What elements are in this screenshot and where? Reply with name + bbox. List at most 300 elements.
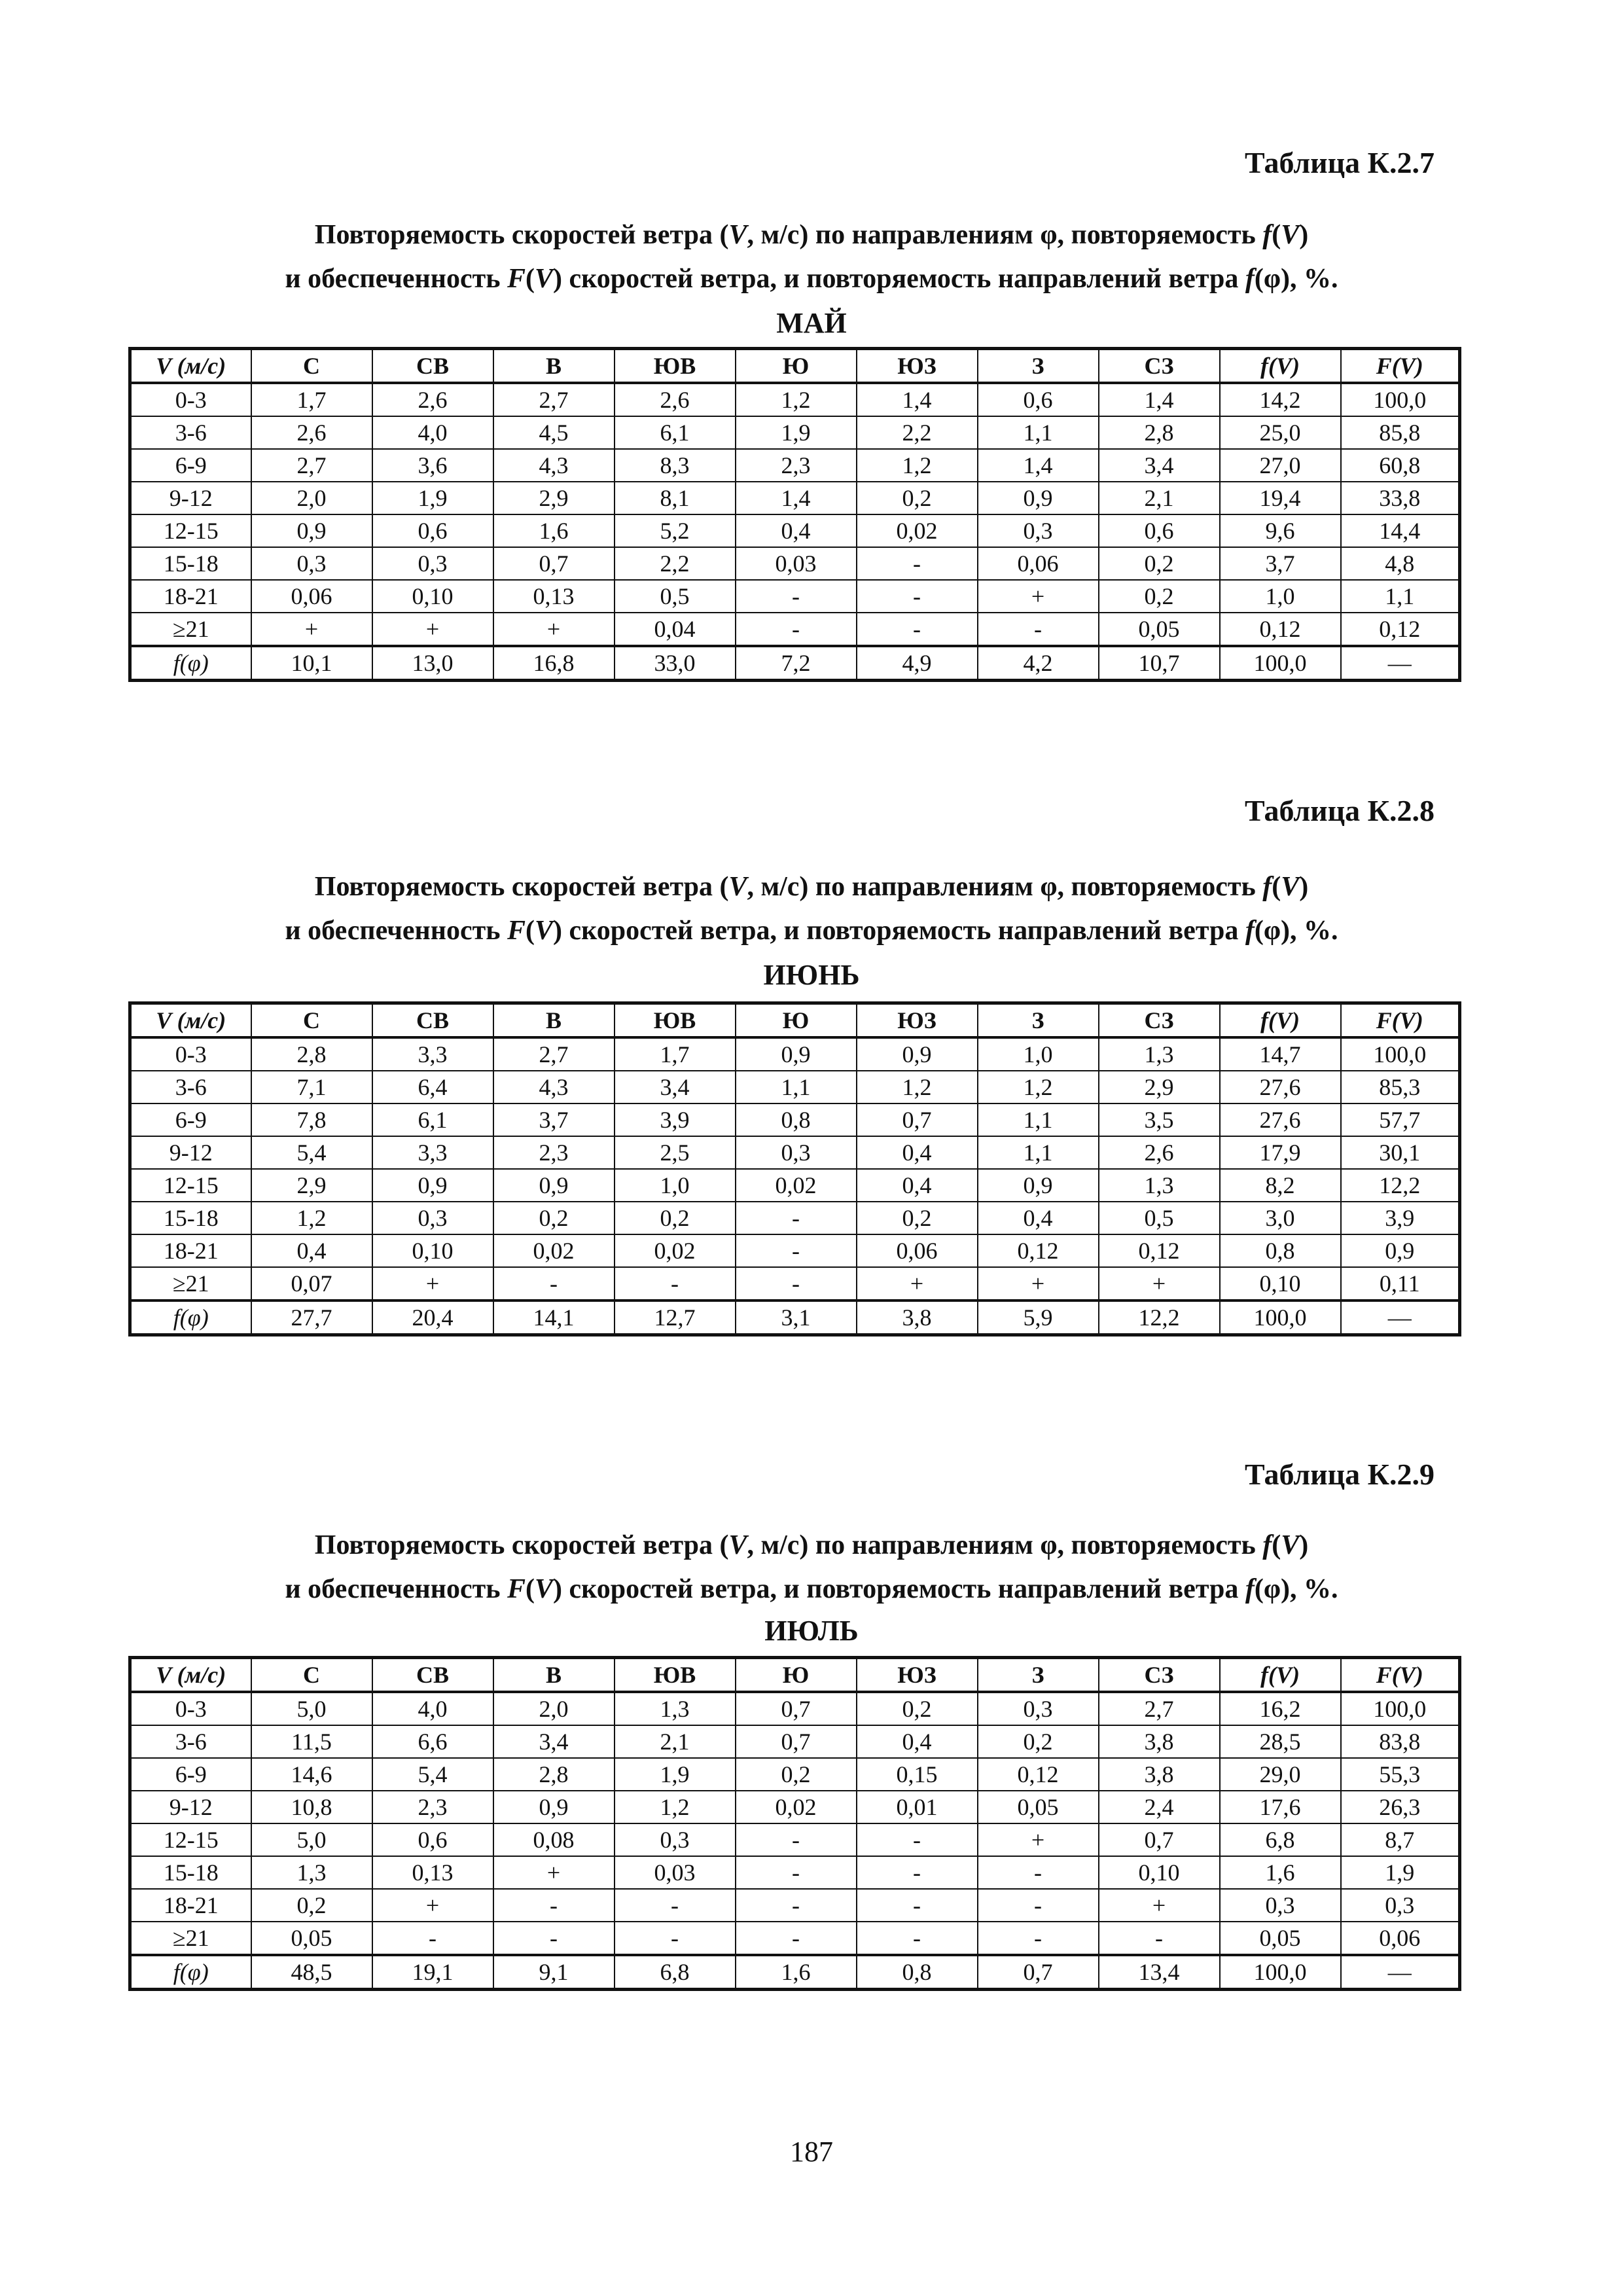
table-cell: 10,1 xyxy=(251,646,372,681)
table-cell: 3,9 xyxy=(615,1103,736,1136)
table-caption xyxy=(0,865,1623,953)
row-label: 18-21 xyxy=(130,580,251,613)
row-label: 9-12 xyxy=(130,1791,251,1823)
table-cell: 0,7 xyxy=(978,1955,1099,1990)
header-cell: З xyxy=(978,1658,1099,1693)
table-cell: - xyxy=(736,1823,857,1856)
table-cell: 0,2 xyxy=(736,1758,857,1791)
footer-row xyxy=(130,1955,1460,1990)
table-cell: 0,7 xyxy=(857,1103,978,1136)
table-cell: 1,1 xyxy=(978,416,1099,449)
table-cell: 9,1 xyxy=(493,1955,615,1990)
table-cell: 0,7 xyxy=(736,1692,857,1725)
table-cell: + xyxy=(251,613,372,646)
row-label: 15-18 xyxy=(130,1856,251,1889)
table-cell: 7,1 xyxy=(251,1071,372,1103)
table-cell: 0,05 xyxy=(251,1922,372,1955)
table-cell: 4,2 xyxy=(978,646,1099,681)
table-cell: 2,6 xyxy=(1099,1136,1220,1169)
row-label: 0-3 xyxy=(130,1037,251,1071)
table-row xyxy=(130,1922,1460,1955)
table-cell: 3,3 xyxy=(372,1136,493,1169)
table-cell: 0,3 xyxy=(1341,1889,1460,1922)
table-cell: 0,10 xyxy=(372,1234,493,1267)
table-cell: + xyxy=(372,1889,493,1922)
table-cell: 12,2 xyxy=(1099,1300,1220,1335)
table-cell: 0,05 xyxy=(978,1791,1099,1823)
table-cell: + xyxy=(493,1856,615,1889)
table-cell: 0,6 xyxy=(372,1823,493,1856)
table-cell: 2,4 xyxy=(1099,1791,1220,1823)
table-cell: - xyxy=(493,1889,615,1922)
table-cell: 0,6 xyxy=(978,383,1099,416)
table-cell: 0,10 xyxy=(1099,1856,1220,1889)
table-cell: 0,4 xyxy=(736,514,857,547)
caption-line-1: Повторяемость скоростей ветра (V, м/с) по направлениям φ, повторяемость f(V) xyxy=(314,1530,1309,1560)
table-cell: 20,4 xyxy=(372,1300,493,1335)
header-cell: С xyxy=(251,1658,372,1693)
table-cell: - xyxy=(857,1889,978,1922)
table-cell: 0,5 xyxy=(615,580,736,613)
table-row xyxy=(130,547,1460,580)
table-cell: 1,4 xyxy=(857,383,978,416)
table-cell: 0,02 xyxy=(736,1169,857,1202)
table-cell: 6,8 xyxy=(615,1955,736,1990)
table-row xyxy=(130,1823,1460,1856)
table-cell: 1,7 xyxy=(615,1037,736,1071)
table-cell: 0,4 xyxy=(857,1169,978,1202)
table-cell: 1,2 xyxy=(736,383,857,416)
table-cell: 0,2 xyxy=(1099,547,1220,580)
table-cell: 0,9 xyxy=(493,1791,615,1823)
table-cell: 1,9 xyxy=(372,482,493,514)
table-cell: 0,10 xyxy=(1220,1267,1341,1300)
table-cell: 33,0 xyxy=(615,646,736,681)
table-cell: - xyxy=(736,1267,857,1300)
table-cell: — xyxy=(1341,1300,1460,1335)
table-cell: — xyxy=(1341,646,1460,681)
table-cell: 0,4 xyxy=(978,1202,1099,1234)
table-cell: 3,4 xyxy=(493,1725,615,1758)
row-label: 15-18 xyxy=(130,1202,251,1234)
table-cell: 1,3 xyxy=(615,1692,736,1725)
table-cell: - xyxy=(857,613,978,646)
header-cell: Ю xyxy=(736,1003,857,1038)
table-cell: 0,3 xyxy=(1220,1889,1341,1922)
table-cell: 11,5 xyxy=(251,1725,372,1758)
table-cell: 1,4 xyxy=(978,449,1099,482)
table-cell: 1,1 xyxy=(978,1136,1099,1169)
table-cell: 0,4 xyxy=(857,1725,978,1758)
table-cell: 6,4 xyxy=(372,1071,493,1103)
table-cell: 0,13 xyxy=(372,1856,493,1889)
table-cell: 100,0 xyxy=(1341,1037,1460,1071)
table-cell: 27,0 xyxy=(1220,449,1341,482)
table-cell: 2,3 xyxy=(372,1791,493,1823)
table-cell: 2,3 xyxy=(736,449,857,482)
table-cell: - xyxy=(857,580,978,613)
wind-table xyxy=(128,1001,1461,1336)
table-row xyxy=(130,514,1460,547)
table-number: Таблица К.2.8 xyxy=(1244,794,1435,827)
table-cell: 2,6 xyxy=(615,383,736,416)
table-cell: 0,4 xyxy=(251,1234,372,1267)
table-cell: 3,8 xyxy=(857,1300,978,1335)
table-cell: + xyxy=(1099,1267,1220,1300)
table-cell: 0,6 xyxy=(372,514,493,547)
table-cell: 0,9 xyxy=(736,1037,857,1071)
table-cell: 27,6 xyxy=(1220,1103,1341,1136)
table-cell: 17,9 xyxy=(1220,1136,1341,1169)
table-cell: - xyxy=(615,1267,736,1300)
table-cell: 4,3 xyxy=(493,449,615,482)
row-label: 6-9 xyxy=(130,1758,251,1791)
table-cell: 5,9 xyxy=(978,1300,1099,1335)
table-cell: 0,06 xyxy=(251,580,372,613)
header-cell: З xyxy=(978,349,1099,384)
table-cell: 0,05 xyxy=(1099,613,1220,646)
table-cell: 1,3 xyxy=(1099,1037,1220,1071)
wind-table xyxy=(128,1656,1461,1991)
table-cell: 48,5 xyxy=(251,1955,372,1990)
row-label: f(φ) xyxy=(130,1300,251,1335)
header-cell: ЮВ xyxy=(615,349,736,384)
table-row xyxy=(130,1037,1460,1071)
table-cell: - xyxy=(736,1922,857,1955)
table-cell: 0,3 xyxy=(978,514,1099,547)
row-label: 9-12 xyxy=(130,1136,251,1169)
table-cell: 8,1 xyxy=(615,482,736,514)
table-cell: 14,7 xyxy=(1220,1037,1341,1071)
table-cell: 2,1 xyxy=(615,1725,736,1758)
row-label: 3-6 xyxy=(130,1071,251,1103)
footer-row xyxy=(130,646,1460,681)
table-row xyxy=(130,1103,1460,1136)
row-label: 18-21 xyxy=(130,1234,251,1267)
table-row xyxy=(130,1169,1460,1202)
table-cell: 0,03 xyxy=(736,547,857,580)
table-row xyxy=(130,580,1460,613)
table-cell: 83,8 xyxy=(1341,1725,1460,1758)
header-row xyxy=(130,349,1460,384)
table-cell: 10,7 xyxy=(1099,646,1220,681)
table-cell: 2,9 xyxy=(251,1169,372,1202)
header-cell: СЗ xyxy=(1099,349,1220,384)
table-row xyxy=(130,1234,1460,1267)
header-cell: f(V) xyxy=(1220,349,1341,384)
table-cell: 1,3 xyxy=(1099,1169,1220,1202)
table-cell: 25,0 xyxy=(1220,416,1341,449)
table-cell: 2,0 xyxy=(493,1692,615,1725)
row-label: 6-9 xyxy=(130,1103,251,1136)
header-cell: С xyxy=(251,1003,372,1038)
row-label: 0-3 xyxy=(130,1692,251,1725)
table-cell: 3,4 xyxy=(1099,449,1220,482)
table-cell: 0,3 xyxy=(978,1692,1099,1725)
table-cell: 5,0 xyxy=(251,1823,372,1856)
table-cell: 5,4 xyxy=(251,1136,372,1169)
table-cell: - xyxy=(615,1889,736,1922)
table-cell: 8,2 xyxy=(1220,1169,1341,1202)
table-cell: 30,1 xyxy=(1341,1136,1460,1169)
table-cell: 1,9 xyxy=(736,416,857,449)
table-cell: 0,6 xyxy=(1099,514,1220,547)
header-row xyxy=(130,1003,1460,1038)
header-cell: З xyxy=(978,1003,1099,1038)
row-label: 3-6 xyxy=(130,1725,251,1758)
table-cell: 1,6 xyxy=(736,1955,857,1990)
table-cell: 2,7 xyxy=(251,449,372,482)
table-cell: 0,7 xyxy=(493,547,615,580)
header-cell: V (м/с) xyxy=(130,1658,251,1693)
table-cell: 1,6 xyxy=(493,514,615,547)
table-cell: 7,2 xyxy=(736,646,857,681)
table-cell: 1,0 xyxy=(615,1169,736,1202)
table-cell: 100,0 xyxy=(1220,646,1341,681)
table-cell: 0,9 xyxy=(978,482,1099,514)
month-title: ИЮНЬ xyxy=(763,959,860,991)
table-row xyxy=(130,1692,1460,1725)
table-cell: 13,4 xyxy=(1099,1955,1220,1990)
table-cell: 0,12 xyxy=(1220,613,1341,646)
table-cell: 1,2 xyxy=(857,449,978,482)
table-cell: 29,0 xyxy=(1220,1758,1341,1791)
header-cell: ЮЗ xyxy=(857,1658,978,1693)
table-row xyxy=(130,1758,1460,1791)
table-cell: 0,9 xyxy=(493,1169,615,1202)
table-cell: 0,01 xyxy=(857,1791,978,1823)
table-cell: 6,1 xyxy=(372,1103,493,1136)
month-title: ИЮЛЬ xyxy=(764,1615,859,1647)
table-cell: 1,1 xyxy=(978,1103,1099,1136)
table-cell: 0,2 xyxy=(978,1725,1099,1758)
table-cell: 1,3 xyxy=(251,1856,372,1889)
table-cell: 0,2 xyxy=(493,1202,615,1234)
header-cell: F(V) xyxy=(1341,1658,1460,1693)
table-cell: 8,3 xyxy=(615,449,736,482)
table-cell: + xyxy=(1099,1889,1220,1922)
table-cell: 0,07 xyxy=(251,1267,372,1300)
row-label: 12-15 xyxy=(130,1823,251,1856)
header-cell: ЮВ xyxy=(615,1658,736,1693)
table-cell: 0,2 xyxy=(1099,580,1220,613)
table-cell: 3,7 xyxy=(493,1103,615,1136)
table-cell: 14,1 xyxy=(493,1300,615,1335)
table-cell: 1,1 xyxy=(736,1071,857,1103)
table-cell: 1,2 xyxy=(857,1071,978,1103)
table-cell: 13,0 xyxy=(372,646,493,681)
row-label: f(φ) xyxy=(130,646,251,681)
table-cell: + xyxy=(978,1267,1099,1300)
table-cell: 0,10 xyxy=(372,580,493,613)
table-cell: 100,0 xyxy=(1341,1692,1460,1725)
table-cell: - xyxy=(857,1856,978,1889)
table-cell: 1,2 xyxy=(978,1071,1099,1103)
table-cell: 0,03 xyxy=(615,1856,736,1889)
table-row xyxy=(130,1856,1460,1889)
table-cell: 9,6 xyxy=(1220,514,1341,547)
month-title: МАЙ xyxy=(776,307,847,339)
table-cell: 14,6 xyxy=(251,1758,372,1791)
table-row xyxy=(130,1267,1460,1300)
table-cell: 2,8 xyxy=(1099,416,1220,449)
row-label: ≥21 xyxy=(130,1922,251,1955)
table-cell: 0,4 xyxy=(857,1136,978,1169)
header-cell: V (м/с) xyxy=(130,1003,251,1038)
table-cell: + xyxy=(978,580,1099,613)
row-label: 12-15 xyxy=(130,1169,251,1202)
table-cell: 0,7 xyxy=(736,1725,857,1758)
table-cell: 27,6 xyxy=(1220,1071,1341,1103)
table-cell: - xyxy=(978,613,1099,646)
table-cell: 1,1 xyxy=(1341,580,1460,613)
table-row xyxy=(130,1791,1460,1823)
table-cell: 4,5 xyxy=(493,416,615,449)
table-cell: 0,06 xyxy=(1341,1922,1460,1955)
header-cell: С xyxy=(251,349,372,384)
table-cell: 0,8 xyxy=(736,1103,857,1136)
table-cell: 85,3 xyxy=(1341,1071,1460,1103)
table-cell: 55,3 xyxy=(1341,1758,1460,1791)
table-cell: 85,8 xyxy=(1341,416,1460,449)
table-cell: 12,7 xyxy=(615,1300,736,1335)
table-cell: 1,4 xyxy=(736,482,857,514)
table-cell: 3,4 xyxy=(615,1071,736,1103)
caption-line-1: Повторяемость скоростей ветра (V, м/с) по направлениям φ, повторяемость f(V) xyxy=(314,872,1309,902)
table-cell: 0,15 xyxy=(857,1758,978,1791)
table-cell: 2,7 xyxy=(493,1037,615,1071)
table-cell: 1,6 xyxy=(1220,1856,1341,1889)
table-cell: 0,8 xyxy=(1220,1234,1341,1267)
row-label: 9-12 xyxy=(130,482,251,514)
table-cell: - xyxy=(736,1202,857,1234)
table-cell: 2,2 xyxy=(615,547,736,580)
table-cell: 14,4 xyxy=(1341,514,1460,547)
header-cell: F(V) xyxy=(1341,349,1460,384)
table-cell: 14,2 xyxy=(1220,383,1341,416)
table-cell: 2,3 xyxy=(493,1136,615,1169)
table-row xyxy=(130,482,1460,514)
table-cell: 0,9 xyxy=(251,514,372,547)
row-label: 6-9 xyxy=(130,449,251,482)
table-cell: 1,9 xyxy=(1341,1856,1460,1889)
table-caption xyxy=(0,1524,1623,1611)
table-cell: 5,4 xyxy=(372,1758,493,1791)
table-cell: 0,2 xyxy=(857,482,978,514)
table-cell: 1,0 xyxy=(1220,580,1341,613)
wind-table xyxy=(128,347,1461,682)
table-row xyxy=(130,1136,1460,1169)
table-cell: 12,2 xyxy=(1341,1169,1460,1202)
header-cell: f(V) xyxy=(1220,1658,1341,1693)
header-cell: f(V) xyxy=(1220,1003,1341,1038)
header-cell: ЮЗ xyxy=(857,349,978,384)
header-cell: Ю xyxy=(736,1658,857,1693)
table-cell: 1,7 xyxy=(251,383,372,416)
table-cell: 57,7 xyxy=(1341,1103,1460,1136)
table-cell: 2,0 xyxy=(251,482,372,514)
table-cell: 0,06 xyxy=(857,1234,978,1267)
table-cell: 27,7 xyxy=(251,1300,372,1335)
table-cell: - xyxy=(736,613,857,646)
row-label: 18-21 xyxy=(130,1889,251,1922)
table-cell: 3,8 xyxy=(1099,1758,1220,1791)
table-cell: 3,8 xyxy=(1099,1725,1220,1758)
table-cell: 3,3 xyxy=(372,1037,493,1071)
table-cell: 3,9 xyxy=(1341,1202,1460,1234)
caption-line-2: и обеспеченность F(V) скоростей ветра, и повторяемость направлений ветра f(φ), %. xyxy=(285,1574,1338,1604)
table-cell: 3,5 xyxy=(1099,1103,1220,1136)
caption-line-1: Повторяемость скоростей ветра (V, м/с) по направлениям φ, повторяемость f(V) xyxy=(314,220,1309,250)
header-row xyxy=(130,1658,1460,1693)
table-cell: 2,8 xyxy=(251,1037,372,1071)
table-cell: 3,7 xyxy=(1220,547,1341,580)
table-cell: 0,9 xyxy=(1341,1234,1460,1267)
table-cell: 5,2 xyxy=(615,514,736,547)
footer-row xyxy=(130,1300,1460,1335)
table-cell: - xyxy=(978,1856,1099,1889)
table-cell: 2,1 xyxy=(1099,482,1220,514)
table-cell: - xyxy=(857,1922,978,1955)
caption-line-2: и обеспеченность F(V) скоростей ветра, и повторяемость направлений ветра f(φ), %. xyxy=(285,264,1338,294)
table-cell: 0,13 xyxy=(493,580,615,613)
table-cell: 0,04 xyxy=(615,613,736,646)
table-row xyxy=(130,383,1460,416)
table-cell: 0,9 xyxy=(978,1169,1099,1202)
header-cell: СВ xyxy=(372,349,493,384)
table-cell: 28,5 xyxy=(1220,1725,1341,1758)
header-cell: В xyxy=(493,1658,615,1693)
table-row xyxy=(130,1071,1460,1103)
table-cell: 0,2 xyxy=(857,1202,978,1234)
table-cell: 4,0 xyxy=(372,1692,493,1725)
row-label: f(φ) xyxy=(130,1955,251,1990)
table-cell: 2,6 xyxy=(251,416,372,449)
table-cell: 5,0 xyxy=(251,1692,372,1725)
table-row xyxy=(130,613,1460,646)
table-cell: 0,3 xyxy=(372,1202,493,1234)
table-cell: - xyxy=(1099,1922,1220,1955)
table-cell: 4,0 xyxy=(372,416,493,449)
header-cell: F(V) xyxy=(1341,1003,1460,1038)
table-number: Таблица К.2.7 xyxy=(1244,146,1435,179)
table-cell: 7,8 xyxy=(251,1103,372,1136)
header-cell: СВ xyxy=(372,1658,493,1693)
table-cell: + xyxy=(857,1267,978,1300)
table-cell: - xyxy=(615,1922,736,1955)
table-cell: 6,1 xyxy=(615,416,736,449)
table-cell: + xyxy=(493,613,615,646)
row-label: ≥21 xyxy=(130,613,251,646)
table-cell: 19,1 xyxy=(372,1955,493,1990)
table-cell: 2,2 xyxy=(857,416,978,449)
row-label: ≥21 xyxy=(130,1267,251,1300)
table-cell: 26,3 xyxy=(1341,1791,1460,1823)
table-cell: 16,2 xyxy=(1220,1692,1341,1725)
table-cell: 0,05 xyxy=(1220,1922,1341,1955)
table-row xyxy=(130,1889,1460,1922)
table-cell: 0,02 xyxy=(857,514,978,547)
table-cell: 0,12 xyxy=(1341,613,1460,646)
table-cell: 0,7 xyxy=(1099,1823,1220,1856)
table-cell: 0,3 xyxy=(736,1136,857,1169)
table-cell: 0,3 xyxy=(251,547,372,580)
table-number: Таблица К.2.9 xyxy=(1244,1458,1435,1491)
header-cell: СВ xyxy=(372,1003,493,1038)
header-cell: СЗ xyxy=(1099,1003,1220,1038)
table-row xyxy=(130,449,1460,482)
table-cell: 8,7 xyxy=(1341,1823,1460,1856)
